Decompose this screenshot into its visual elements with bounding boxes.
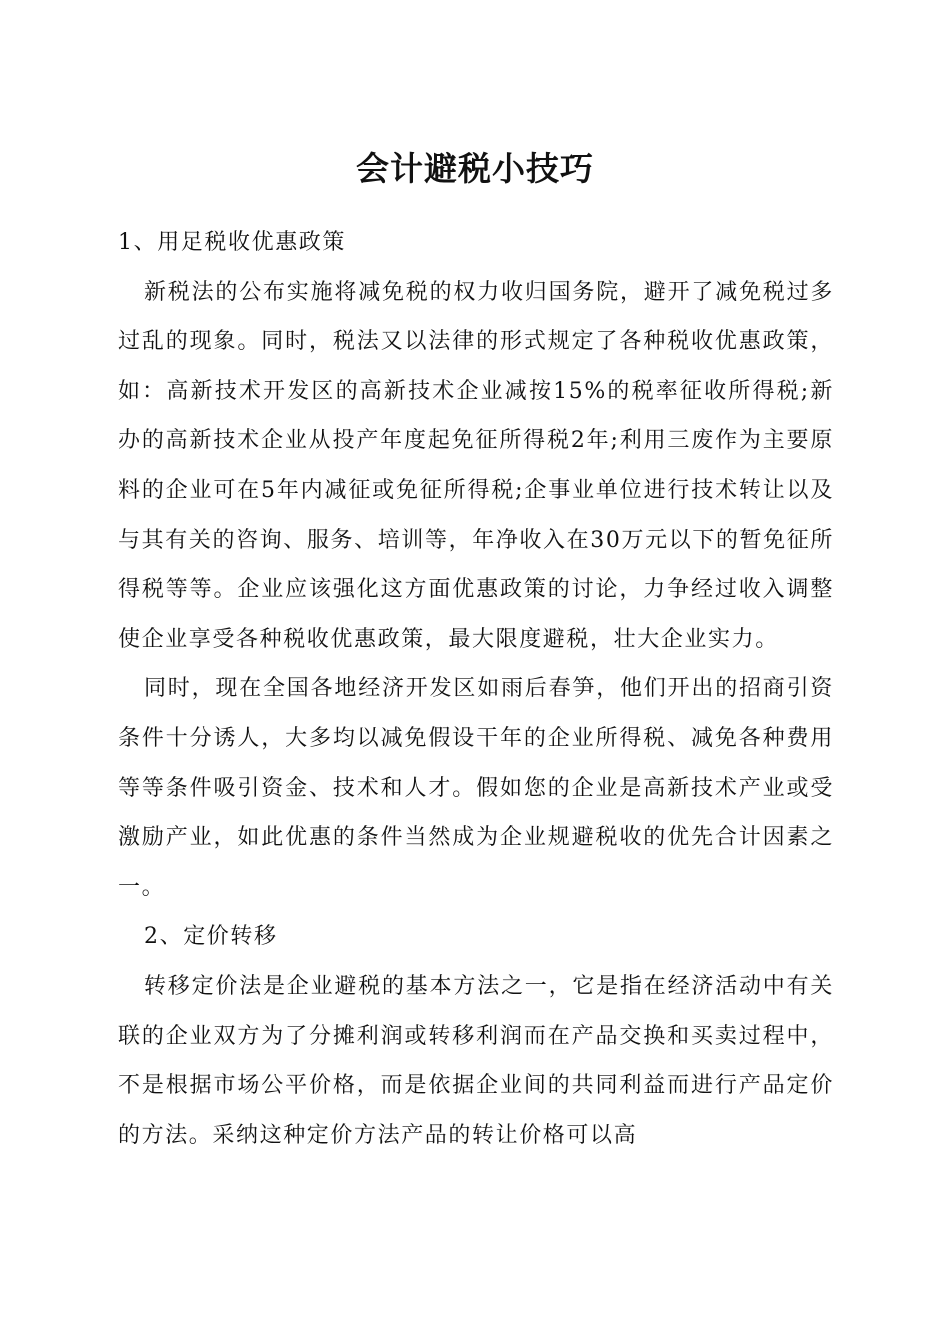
section-1-paragraph-1: 新税法的公布实施将减免税的权力收归国务院，避开了减免税过多过乱的现象。同时，税法又以法律的形式规定了各种税收优惠政策，如：高新技术开发区的高新技术企业减按15%的税率征收所得税;新办的高新技术企业从投产年度起免征所得税2年;利用三废作为主要原料的企业可在5年内减征或免征所得税;企事业单位进行技术转让以及与其有关的咨询、服务、培训等，年净收入在30万元以下的暂免征所得税等等。企业应该强化这方面优惠政策的讨论，力争经过收入调整使企业享受各种税收优惠政策，最大限度避税，壮大企业实力。 bbox=[118, 279, 834, 652]
section-2-heading: 2、定价转移 bbox=[144, 924, 278, 950]
section-2-paragraph-1: 转移定价法是企业避税的基本方法之一，它是指在经济活动中有关联的企业双方为了分摊利润或转移利润而在产品交换和买卖过程中，不是根据市场公平价格，而是依据企业间的共同利益而进行产品定价的方法。采纳这种定价方法产品的转让价格可以高 bbox=[118, 973, 834, 1148]
document-title: 会计避税小技巧 bbox=[356, 149, 594, 188]
section-1-heading: 1、用足税收优惠政策 bbox=[118, 230, 346, 255]
document-body bbox=[118, 218, 834, 1160]
section-1-paragraph-2: 同时，现在全国各地经济开发区如雨后春笋，他们开出的招商引资条件十分诱人，大多均以减免假设干年的企业所得税、减免各种费用等等条件吸引资金、技术和人才。假如您的企业是高新技术产业或受激励产业，如此优惠的条件当然成为企业规避税收的优先合计因素之一。 bbox=[118, 676, 834, 900]
